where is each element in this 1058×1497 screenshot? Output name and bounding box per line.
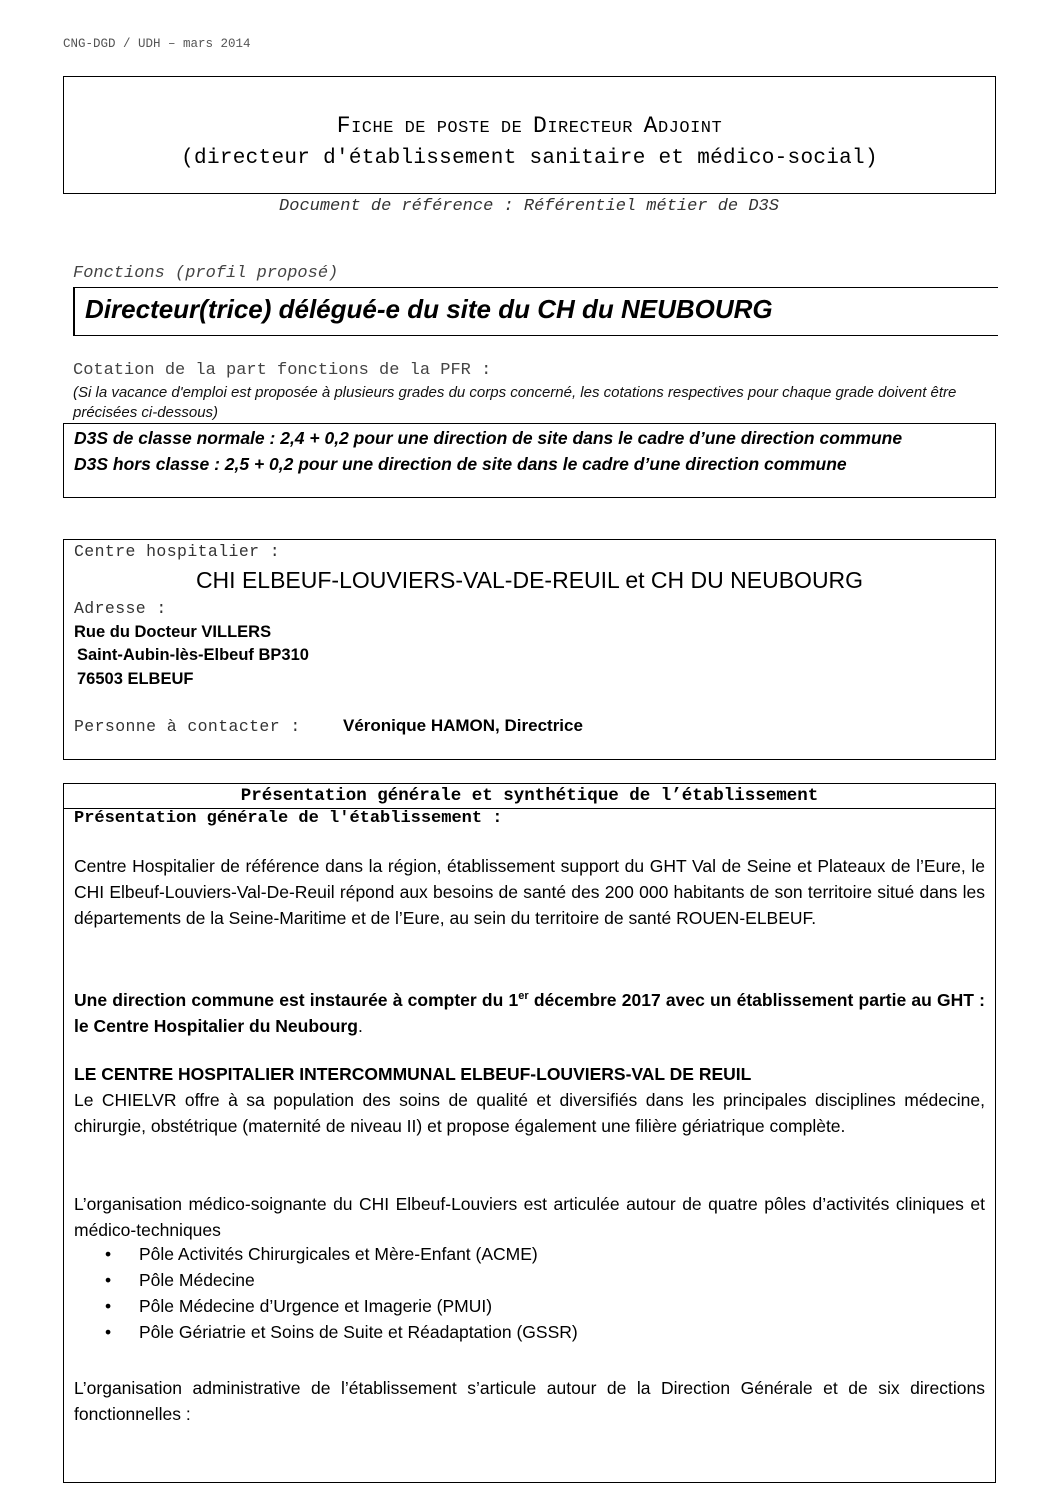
- header-reference: CNG-DGD / UDH – mars 2014: [63, 37, 251, 51]
- job-title-frame: [73, 287, 998, 336]
- bullet-icon: •: [105, 1270, 112, 1290]
- contact-label: Personne à contacter :: [74, 717, 301, 736]
- address-line-street: Rue du Docteur VILLERS: [74, 623, 272, 641]
- bullet-icon: •: [105, 1244, 112, 1264]
- list-item-pole-pmui: Pôle Médecine d’Urgence et Imagerie (PMUI): [139, 1296, 493, 1316]
- cotation-line-hors-classe: D3S hors classe : 2,5 + 0,2 pour une direction de site dans le cadre d’une direction commune: [74, 454, 847, 474]
- centre-name: CHI ELBEUF-LOUVIERS-VAL-DE-REUIL et CH DU NEUBOURG: [195, 567, 864, 593]
- bullet-icon: •: [105, 1322, 112, 1342]
- paragraph-organisation-administrative: L’organisation administrative de l’établissement s’articule autour de la Direction Générale et de six directions fonctionnelles :: [74, 1378, 985, 1424]
- document-title: FICHE DE POSTE DE DIRECTEUR ADJOINT: [336, 113, 723, 139]
- document-subtitle: (directeur d'établissement sanitaire et médico-social): [181, 147, 878, 170]
- list-item-pole-medecine: Pôle Médecine: [139, 1270, 255, 1290]
- cotation-label: Cotation de la part fonctions de la PFR :: [73, 361, 492, 380]
- job-title: Directeur(trice) délégué-e du site du CH du NEUBOURG: [85, 294, 773, 324]
- paragraph-direction-commune: Une direction commune est instaurée à compter du 1er décembre 2017 avec un établissement partie au GHT : le Centre Hospitalier du Neubourg.: [74, 989, 985, 1036]
- presentation-box: [63, 783, 996, 1483]
- fonctions-label: Fonctions (profil proposé): [73, 264, 339, 283]
- cotation-box: [63, 423, 996, 498]
- bullet-icon: •: [105, 1296, 112, 1316]
- address-line-postcode: 76503 ELBEUF: [77, 670, 194, 688]
- paragraph-reference-centre: Centre Hospitalier de référence dans la région, établissement support du GHT Val de Seine et Plateaux de l’Eure, le CHI Elbeuf-Louviers-Val-De-Reuil répond aux besoins de santé des 200 000 habitants de son territoire situé dans les départements de la Seine-Maritime et de l’Eure, au sein du territoire de santé ROUEN-ELBEUF.: [74, 856, 985, 928]
- title-box: [63, 76, 996, 194]
- list-item-pole-gssr: Pôle Gériatrie et Soins de Suite et Réadaptation (GSSR): [139, 1322, 578, 1342]
- document-reference: Document de référence : Référentiel métier de D3S: [279, 197, 779, 216]
- presentation-subheading: Présentation générale de l'établissement :: [74, 809, 503, 828]
- paragraph-organisation-medico-soignante: L’organisation médico-soignante du CHI Elbeuf-Louviers est articulée autour de quatre pôles d’activités cliniques et médico-techniques: [74, 1194, 985, 1240]
- section-title-chielvr: LE CENTRE HOSPITALIER INTERCOMMUNAL ELBEUF-LOUVIERS-VAL DE REUIL: [74, 1064, 752, 1084]
- address-label: Adresse :: [74, 599, 167, 618]
- centre-hospitalier-box: [63, 539, 996, 760]
- presentation-heading: Présentation générale et synthétique de l’établissement: [64, 784, 995, 809]
- paragraph-chielvr-offer: Le CHIELVR offre à sa population des soins de qualité et diversifiés dans les principales disciplines médecine, chirurgie, obstétrique (maternité de niveau II) et propose également une filière gériatrique complète.: [74, 1090, 985, 1136]
- cotation-note: (Si la vacance d'emploi est proposée à plusieurs grades du corps concerné, les cotations respectives pour chaque grade doivent être précisées ci-dessous): [73, 384, 957, 421]
- centre-label: Centre hospitalier :: [74, 542, 281, 561]
- cotation-line-classe-normale: D3S de classe normale : 2,4 + 0,2 pour une direction de site dans le cadre d’une direction commune: [74, 428, 903, 448]
- address-line-town: Saint-Aubin-lès-Elbeuf BP310: [77, 646, 309, 664]
- contact-value: Véronique HAMON, Directrice: [343, 716, 583, 735]
- list-item-pole-acme: Pôle Activités Chirurgicales et Mère-Enfant (ACME): [139, 1244, 538, 1264]
